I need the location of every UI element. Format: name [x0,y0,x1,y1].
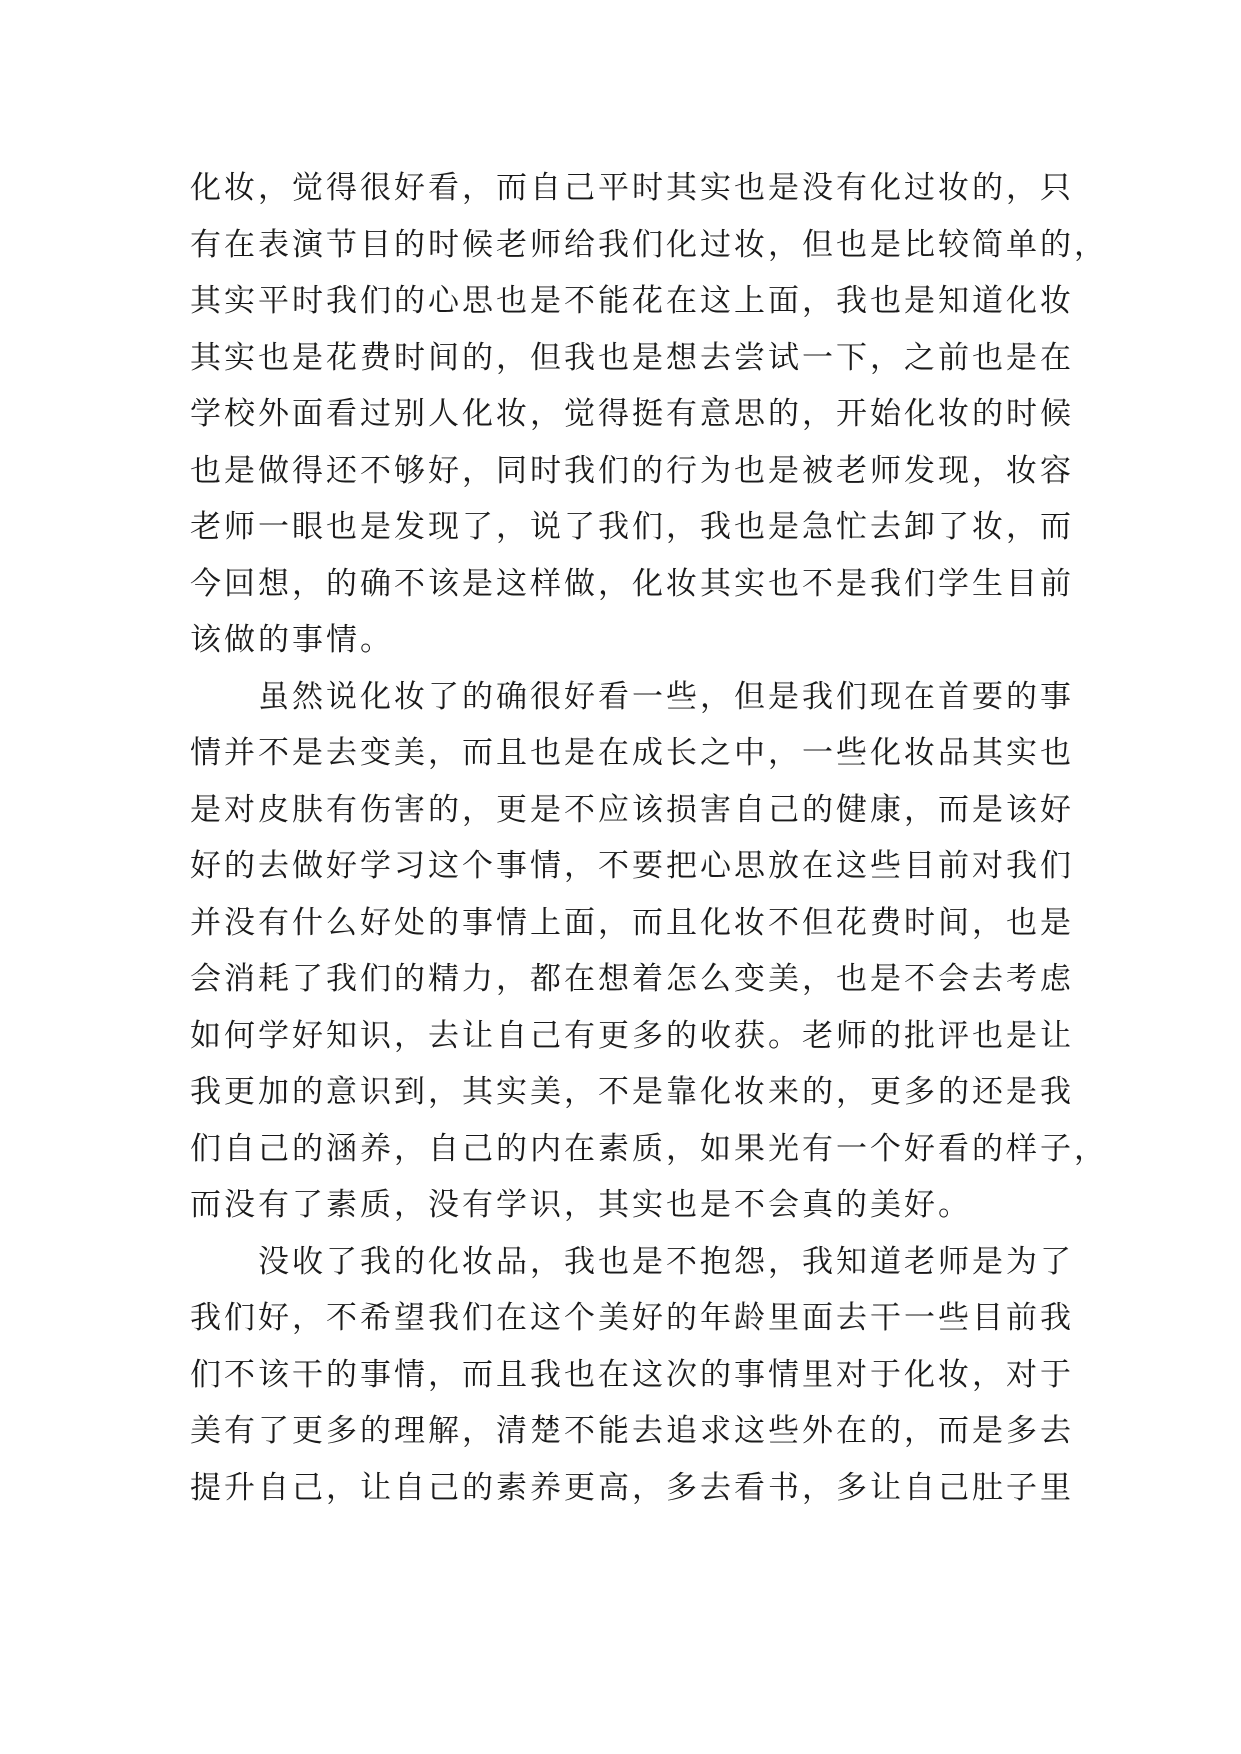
text-line: 我更加的意识到，其实美，不是靠化妆来的，更多的还是我 [190,1074,1074,1110]
text-line: 该做的事情。 [190,622,394,658]
text-line: 好的去做好学习这个事情，不要把心思放在这些目前对我们 [190,848,1074,884]
text-line: 学校外面看过别人化妆，觉得挺有意思的，开始化妆的时候 [190,396,1074,432]
text-line: 老师一眼也是发现了，说了我们，我也是急忙去卸了妆，而 [190,509,1074,545]
text-line: 情并不是去变美，而且也是在成长之中，一些化妆品其实也 [190,735,1074,771]
text-line: 们自己的涵养，自己的内在素质，如果光有一个好看的样子， [190,1130,1108,1167]
text-line: 也是做得还不够好，同时我们的行为也是被老师发现，妆容 [190,452,1074,489]
text-line: 其实也是花费时间的，但我也是想去尝试一下，之前也是在 [190,339,1074,376]
text-line: 我们好，不希望我们在这个美好的年龄里面去干一些目前我 [190,1300,1074,1336]
text-line: 没收了我的化妆品，我也是不抱怨，我知道老师是为了 [190,1243,1074,1280]
text-line: 虽然说化妆了的确很好看一些，但是我们现在首要的事 [190,678,1074,715]
paragraph-2 [190,669,1108,1234]
text-line: 如何学好知识，去让自己有更多的收获。老师的批评也是让 [190,1017,1074,1054]
text-line: 其实平时我们的心思也是不能花在这上面，我也是知道化妆 [190,283,1074,319]
text-line: 而没有了素质，没有学识，其实也是不会真的美好。 [190,1187,972,1223]
text-line: 会消耗了我们的精力，都在想着怎么变美，也是不会去考虑 [190,961,1074,997]
paragraph-1 [190,160,1108,669]
text-line: 化妆，觉得很好看，而自己平时其实也是没有化过妆的，只 [190,170,1074,206]
body-text [190,160,1108,1516]
text-line: 今回想，的确不该是这样做，化妆其实也不是我们学生目前 [190,565,1074,602]
text-line: 美有了更多的理解，清楚不能去追求这些外在的，而是多去 [190,1413,1074,1449]
paragraph-3 [190,1234,1074,1517]
text-line: 提升自己，让自己的素养更高，多去看书，多让自己肚子里 [190,1469,1074,1506]
text-line: 有在表演节目的时候老师给我们化过妆，但也是比较简单的， [190,226,1108,263]
text-line: 们不该干的事情，而且我也在这次的事情里对于化妆，对于 [190,1356,1074,1393]
text-line: 并没有什么好处的事情上面，而且化妆不但花费时间，也是 [190,904,1074,941]
text-line: 是对皮肤有伤害的，更是不应该损害自己的健康，而是该好 [190,791,1074,828]
